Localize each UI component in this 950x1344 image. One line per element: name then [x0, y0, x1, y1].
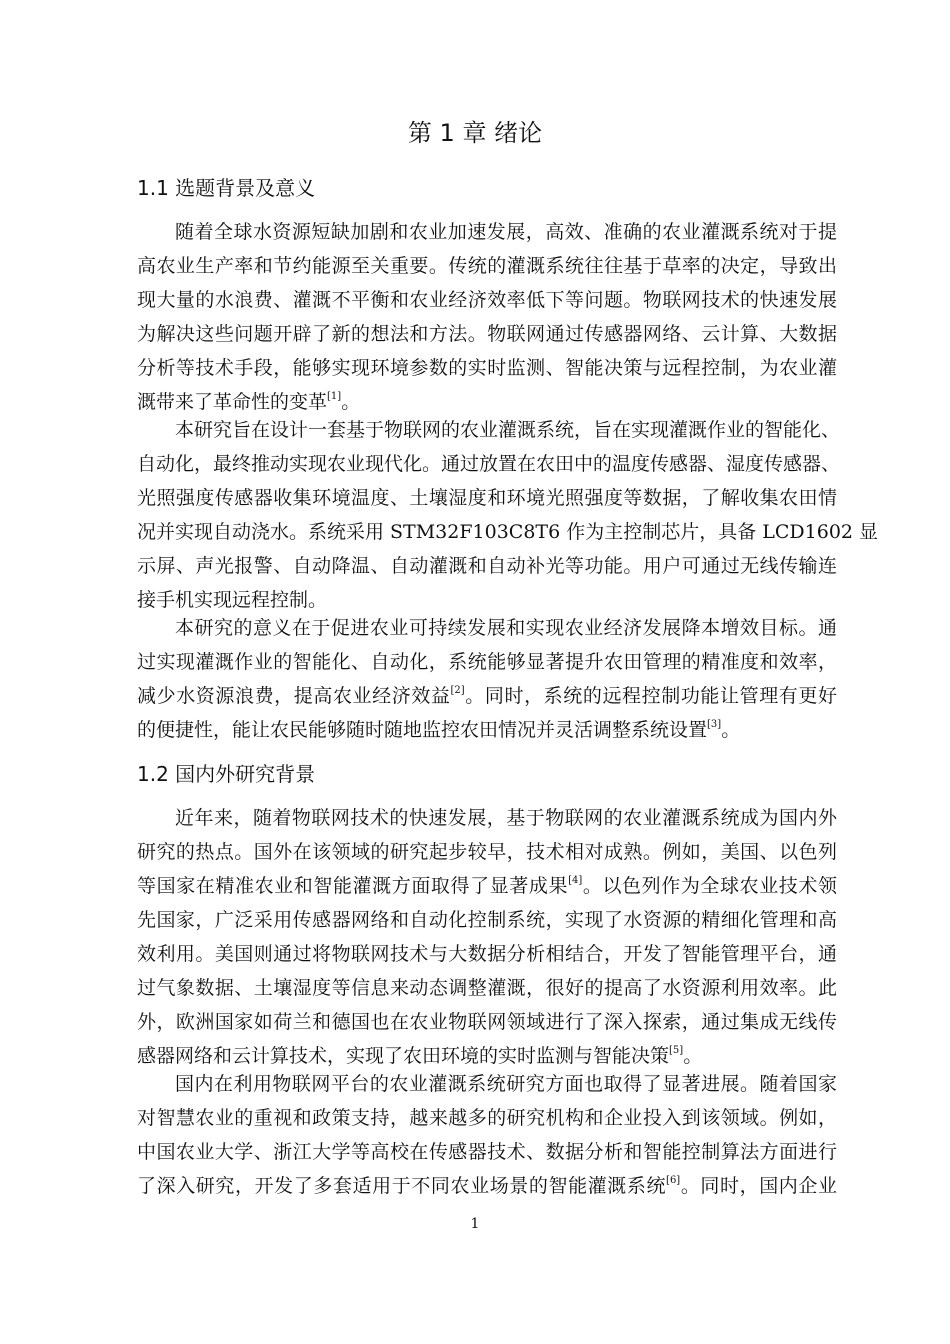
text-segment: 的便捷性，能让农民能够随时随地监控农田情况并灵活调整系统设置	[137, 719, 708, 741]
text-segment: 高农业生产率和节约能源至关重要。传统的灌溉系统往往基于草率的决定，导致出	[137, 255, 837, 277]
text-segment: 国内在利用物联网平台的农业灌溉系统研究方面也取得了显著进展。随着国家	[175, 1073, 837, 1095]
text-line	[137, 1101, 837, 1135]
citation-ref: [4]	[568, 875, 583, 886]
text-line	[137, 611, 837, 645]
paragraph	[137, 413, 879, 617]
text-line	[137, 413, 841, 447]
text-segment: 减少水资源浪费，提高农业经济效益	[137, 685, 451, 707]
text-segment: 光照强度传感器收集环境温度、土壤湿度和环境光照强度等数据，了解收集农田情	[137, 487, 837, 509]
paragraph	[137, 801, 837, 1073]
text-segment: 近年来，随着物联网技术的快速发展，基于物联网的农业灌溉系统成为国内外	[175, 807, 837, 829]
text-segment: 本研究旨在设计一套基于物联网的农业灌溉系统，旨在实现灌溉作业的智能化、	[175, 419, 841, 441]
citation-ref: [2]	[450, 685, 465, 696]
citation-ref: [1]	[327, 391, 342, 402]
text-segment: 感器网络和云计算技术，实现了农田环境的实时监测与智能决策	[137, 1045, 670, 1067]
text-segment: 中国农业大学、浙江大学等高校在传感器技术、数据分析和智能控制算法方面进行	[137, 1141, 837, 1163]
text-line	[137, 937, 837, 971]
text-line	[137, 835, 837, 869]
text-segment: 外，欧洲国家如荷兰和德国也在农业物联网领域进行了深入探索，通过集成无线传	[137, 1011, 837, 1033]
text-line	[137, 549, 837, 583]
text-segment: 接手机实现远程控制。	[137, 589, 328, 611]
text-segment: 。同时，国内企业	[680, 1175, 837, 1197]
citation-ref: [3]	[707, 719, 722, 730]
text-line	[137, 481, 837, 515]
text-segment: 为解决这些问题开辟了新的想法和方法。物联网通过传感器网络、云计算、大数据	[137, 323, 837, 345]
text-segment: 研究的热点。国外在该领域的研究起步较早，技术相对成熟。例如，美国、以色列	[137, 841, 837, 863]
text-line	[137, 1005, 837, 1039]
text-line	[137, 869, 837, 903]
text-segment: 本研究的意义在于促进农业可持续发展和实现农业经济发展降本增效目标。通	[175, 617, 837, 639]
text-line	[137, 351, 837, 385]
text-segment: 。	[683, 1045, 703, 1067]
text-line	[137, 249, 837, 283]
text-segment: 分析等技术手段，能够实现环境参数的实时监测、智能决策与远程控制，为农业灌	[137, 357, 837, 379]
page-number: 1	[470, 1216, 480, 1232]
text-line	[137, 679, 837, 713]
text-segment: 等国家在精准农业和智能灌溉方面取得了显著成果	[137, 875, 569, 897]
text-line	[137, 1067, 837, 1101]
paragraph	[137, 611, 837, 747]
text-line	[137, 515, 879, 549]
text-segment: 先国家，广泛采用传感器网络和自动化控制系统，实现了水资源的精细化管理和高	[137, 909, 837, 931]
text-segment: 过实现灌溉作业的智能化、自动化，系统能够显著提升农田管理的精准度和效率，	[137, 651, 837, 673]
paragraph	[137, 1067, 837, 1203]
text-segment: 溉带来了革命性的变革	[137, 391, 328, 413]
text-line	[137, 215, 837, 249]
text-segment: 。	[721, 719, 741, 741]
text-segment: 了深入研究，开发了多套适用于不同农业场景的智能灌溉系统	[137, 1175, 667, 1197]
text-segment: 效利用。美国则通过将物联网技术与大数据分析相结合，开发了智能管理平台，通	[137, 943, 837, 965]
text-line	[137, 1135, 837, 1169]
text-line	[137, 801, 837, 835]
text-segment: 对智慧农业的重视和政策支持，越来越多的研究机构和企业投入到该领域。例如，	[137, 1107, 837, 1129]
text-segment: 现大量的水浪费、灌溉不平衡和农业经济效率低下等问题。物联网技术的快速发展	[137, 289, 837, 311]
text-line	[137, 645, 837, 679]
text-segment: 过气象数据、土壤湿度等信息来动态调整灌溉，很好的提高了水资源利用效率。此	[137, 977, 837, 999]
text-segment: 示屏、声光报警、自动降温、自动灌溉和自动补光等功能。用户可通过无线传输连	[137, 555, 837, 577]
text-line	[137, 713, 837, 747]
paragraph	[137, 215, 837, 419]
text-line	[137, 317, 837, 351]
text-line	[137, 447, 841, 481]
text-segment: 随着全球水资源短缺加剧和农业加速发展，高效、准确的农业灌溉系统对于提	[175, 221, 837, 243]
text-segment: 况并实现自动浇水。系统采用 STM32F103C8T6 作为主控制芯片，具备 LCD1602 显	[137, 521, 879, 543]
text-segment: 。同时，系统的远程控制功能让管理有更好	[464, 685, 837, 707]
text-line	[137, 283, 837, 317]
citation-ref: [5]	[669, 1045, 684, 1056]
text-line	[137, 903, 837, 937]
section-heading-1-2: 1.2 国内外研究背景	[137, 762, 316, 786]
text-segment: 。	[341, 391, 361, 413]
text-line	[137, 1169, 837, 1203]
text-line	[137, 971, 837, 1005]
text-segment: 。以色列作为全球农业技术领	[582, 875, 837, 897]
section-heading-1-1: 1.1 选题背景及意义	[137, 176, 316, 200]
text-segment: 自动化，最终推动实现农业现代化。通过放置在农田中的温度传感器、湿度传感器、	[137, 453, 841, 475]
chapter-title: 第 1 章 绪论	[407, 119, 543, 147]
citation-ref: [6]	[666, 1175, 681, 1186]
